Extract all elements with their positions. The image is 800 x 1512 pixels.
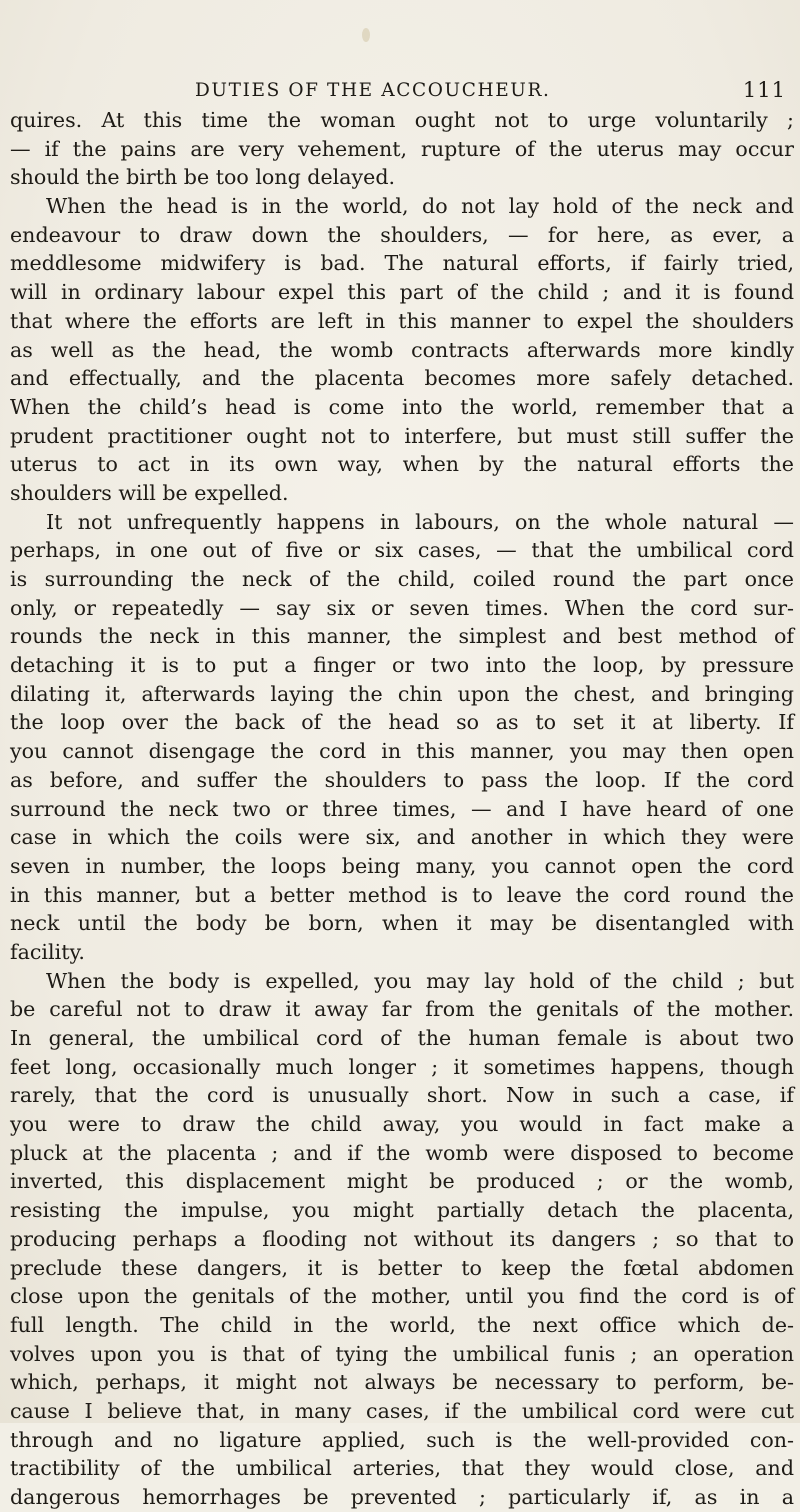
text-line: close upon the genitals of the mother, until you find the cord is of [10,1284,794,1309]
running-title: DUTIES OF THE ACCOUCHEUR. [195,80,551,101]
text-line: rarely, that the cord is unusually short. Now in such a case, if [10,1083,794,1108]
text-line: in this manner, but a better method is to leave the cord round the [10,882,794,907]
text-line: be careful not to draw it away far from the genitals of the mother. [10,997,794,1022]
text-line: inverted, this displacement might be produced ; or the womb, [10,1169,794,1194]
text-line: In general, the umbilical cord of the human female is about two [10,1026,794,1050]
text-line: tractibility of the umbilical arteries, that they would close, and [10,1456,794,1481]
text-line: volves upon you is that of tying the umbilical funis ; an operation [10,1341,794,1366]
text-line: perhaps, in one out of five or six cases, — that the umbilical cord [10,538,794,563]
text-line: facility. [10,939,85,964]
text-line: you were to draw the child away, you would in fact make a [10,1112,794,1137]
text-line: feet long, occasionally much longer ; it sometimes happens, though [10,1054,794,1079]
text-line: shoulders will be expelled. [10,480,289,505]
text-line: neck until the body be born, when it may be disentangled with [10,911,794,936]
text-line: When the head is in the world, do not lay hold of the neck and [46,194,794,219]
text-line: case in which the coils were six, and another in which they were [10,825,794,850]
text-line: pluck at the placenta ; and if the womb were disposed to become [10,1140,794,1165]
text-line: full length. The child in the world, the next office which de- [10,1312,794,1337]
text-line: detaching it is to put a finger or two into the loop, by pressure [10,653,794,678]
text-line: should the birth be too long delayed. [10,165,396,190]
text-line: only, or repeatedly — say six or seven times. When the cord sur- [10,595,794,620]
text-line: meddlesome midwifery is bad. The natural efforts, if fairly tried, [10,251,794,276]
text-line: When the child’s head is come into the world, remember that a [10,394,794,419]
text-line: endeavour to draw down the shoulders, — for here, as ever, a [10,222,794,247]
text-line: the loop over the back of the head so as to set it at liberty. If [10,710,794,735]
text-line: surround the neck two or three times, — and I have heard of one [10,796,794,821]
text-line: which, perhaps, it might not always be necessary to perform, be- [10,1370,794,1395]
text-line: When the body is expelled, you may lay hold of the child ; but [46,968,794,993]
text-line: producing perhaps a flooding not without its dangers ; so that to [10,1226,794,1251]
text-line: dangerous hemorrhages be prevented ; particularly if, as in a [10,1485,794,1509]
text-line: as well as the head, the womb contracts afterwards more kindly [10,337,794,362]
text-line: — if the pains are very vehement, rupture of the uterus may occur [10,136,794,161]
running-head [0,80,800,106]
text-line: seven in number, the loops being many, you cannot open the cord [10,853,794,878]
text-line: uterus to act in its own way, when by the natural efforts the [10,452,794,477]
page-number: 111 [742,78,786,102]
text-line: rounds the neck in this manner, the simplest and best method of [10,624,794,649]
text-line: quires. At this time the woman ought not to urge voluntarily ; [10,108,794,132]
text-line: will in ordinary labour expel this part of the child ; and it is found [10,280,794,305]
text-line: as before, and suffer the shoulders to pass the loop. If the cord [10,767,794,792]
text-line: prudent practitioner ought not to interfere, but must still suffer the [10,423,794,448]
text-line: that where the efforts are left in this manner to expel the shoulders [10,308,794,333]
text-line: is surrounding the neck of the child, coiled round the part once [10,567,794,591]
text-line: It not unfrequently happens in labours, on the whole natural — [46,509,794,534]
text-line: you cannot disengage the cord in this manner, you may then open [10,739,794,764]
text-line: preclude these dangers, it is better to keep the fœtal abdomen [10,1255,794,1280]
text-line: dilating it, afterwards laying the chin upon the chest, and bringing [10,681,794,706]
paper-blemish [362,28,370,42]
text-line: through and no ligature applied, such is the well-provided con- [10,1427,794,1452]
text-line: resisting the impulse, you might partially detach the placenta, [10,1198,794,1223]
text-line: cause I believe that, in many cases, if the umbilical cord were cut [10,1398,794,1423]
text-line: and effectually, and the placenta becomes more safely detached. [10,366,794,391]
body-text [10,106,794,1512]
